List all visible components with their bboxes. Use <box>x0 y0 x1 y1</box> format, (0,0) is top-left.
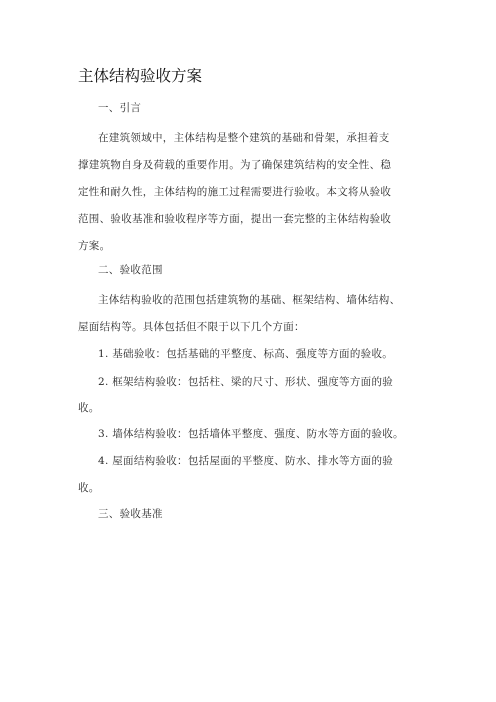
list-item-continuation: 收。 <box>78 402 100 414</box>
paragraph-line: 定性和耐久性，主体结构的施工过程需要进行验收。本文将从验收 <box>78 186 392 198</box>
list-item: 3. 墙体结构验收：包括墙体平整度、强度、防水等方面的验收。 <box>98 428 404 440</box>
heading-introduction: 一、引言 <box>98 102 142 114</box>
paragraph-line: 撑建筑物自身及荷载的重要作用。为了确保建筑结构的安全性、稳 <box>78 159 392 171</box>
list-item-continuation: 收。 <box>78 482 100 494</box>
heading-criteria: 三、验收基准 <box>98 508 163 520</box>
paragraph-line: 范围、验收基准和验收程序等方面，提出一套完整的主体结构验收 <box>78 213 392 225</box>
paragraph-line: 屋面结构等。具体包括但不限于以下几个方面： <box>78 321 305 333</box>
paragraph-line: 主体结构验收的范围包括建筑物的基础、框架结构、墙体结构、 <box>98 294 401 306</box>
paragraph-line: 在建筑领域中，主体结构是整个建筑的基础和骨架，承担着支 <box>98 132 390 144</box>
list-item: 4. 屋面结构验收：包括屋面的平整度、防水、排水等方面的验 <box>98 455 394 467</box>
document-title: 主体结构验收方案 <box>78 67 203 85</box>
list-item: 2. 框架结构验收：包括柱、梁的尺寸、形状、强度等方面的验 <box>98 376 394 388</box>
paragraph-line: 方案。 <box>78 240 111 252</box>
list-item: 1. 基础验收：包括基础的平整度、标高、强度等方面的验收。 <box>98 348 394 360</box>
heading-scope: 二、验收范围 <box>98 264 163 276</box>
